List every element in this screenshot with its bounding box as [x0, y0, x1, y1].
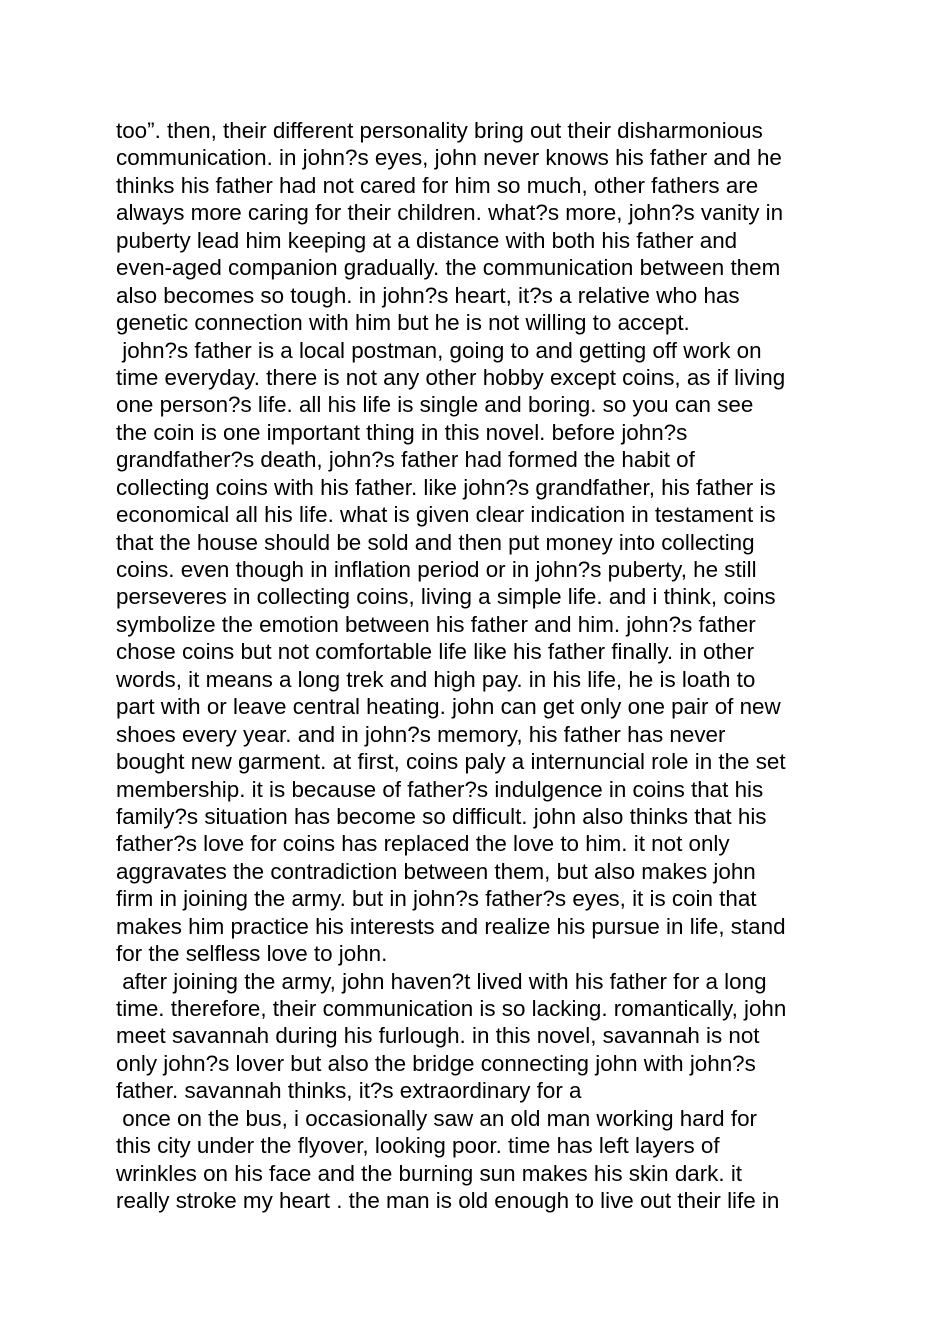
text-line: john?s father is a local postman, going to and getting off work on [116, 337, 762, 363]
text-line: time. therefore, their communication is so lacking. romantically, john [116, 996, 787, 1021]
text-line: thinks his father had not cared for him so much, other fathers are [116, 172, 759, 198]
text-line: time everyday. there is not any other hobby except coins, as if living [116, 364, 786, 390]
text-line: firm in joining the army. but in john?s father?s eyes, it is coin that [116, 886, 757, 912]
text-line: also becomes so tough. in john?s heart, it?s a relative who has [116, 282, 740, 308]
text-line: genetic connection with him but he is not willing to accept. [116, 310, 690, 336]
body-text [116, 117, 856, 1215]
text-line: too”. then, their different personality bring out their disharmonious [116, 118, 763, 143]
text-line: words, it means a long trek and high pay. in his life, he is loath to [116, 666, 756, 692]
text-line: even-aged companion gradually. the communication between them [116, 255, 781, 281]
text-line: wrinkles on his face and the burning sun makes his skin dark. it [116, 1160, 743, 1186]
text-line: communication. in john?s eyes, john never knows his father and he [116, 145, 782, 171]
text-line: economical all his life. what is given clear indication in testament is [116, 502, 776, 528]
text-line: part with or leave central heating. john can get only one pair of new [116, 694, 781, 720]
text-line: once on the bus, i occasionally saw an old man working hard for [116, 1105, 757, 1131]
text-line: makes him practice his interests and realize his pursue in life, stand [116, 913, 786, 939]
text-line: after joining the army, john haven?t lived with his father for a long [116, 968, 767, 994]
text-line: membership. it is because of father?s indulgence in coins that his [116, 776, 764, 802]
text-line: symbolize the emotion between his father and him. john?s father [116, 611, 756, 637]
text-line: that the house should be sold and then put money into collecting [116, 529, 755, 555]
text-line: puberty lead him keeping at a distance with both his father and [116, 227, 738, 253]
text-line: father. savannah thinks, it?s extraordinary for a [116, 1078, 582, 1104]
text-line: father?s love for coins has replaced the love to him. it not only [116, 831, 730, 857]
text-line: family?s situation has become so difficult. john also thinks that his [116, 803, 767, 829]
text-line: only john?s lover but also the bridge connecting john with john?s [116, 1050, 756, 1076]
text-line: the coin is one important thing in this novel. before john?s [116, 419, 688, 445]
text-line: one person?s life. all his life is single and boring. so you can see [116, 392, 754, 418]
text-line: perseveres in collecting coins, living a simple life. and i think, coins [116, 584, 776, 610]
text-line: bought new garment. at first, coins paly a internuncial role in the set [116, 749, 786, 775]
text-line: always more caring for their children. what?s more, john?s vanity in [116, 200, 784, 226]
text-line: really stroke my heart . the man is old enough to live out their life in [116, 1188, 780, 1214]
text-line: for the selfless love to john. [116, 941, 388, 967]
text-line: meet savannah during his furlough. in this novel, savannah is not [116, 1023, 760, 1049]
text-line: this city under the flyover, looking poor. time has left layers of [116, 1133, 720, 1159]
text-line: chose coins but not comfortable life like his father finally. in other [116, 639, 755, 665]
text-line: shoes every year. and in john?s memory, his father has never [116, 721, 726, 747]
text-line: collecting coins with his father. like john?s grandfather, his father is [116, 474, 776, 500]
text-line: coins. even though in inflation period or in john?s puberty, he still [116, 557, 757, 582]
text-line: grandfather?s death, john?s father had formed the habit of [116, 447, 695, 473]
text-line: aggravates the contradiction between them, but also makes john [116, 858, 756, 884]
